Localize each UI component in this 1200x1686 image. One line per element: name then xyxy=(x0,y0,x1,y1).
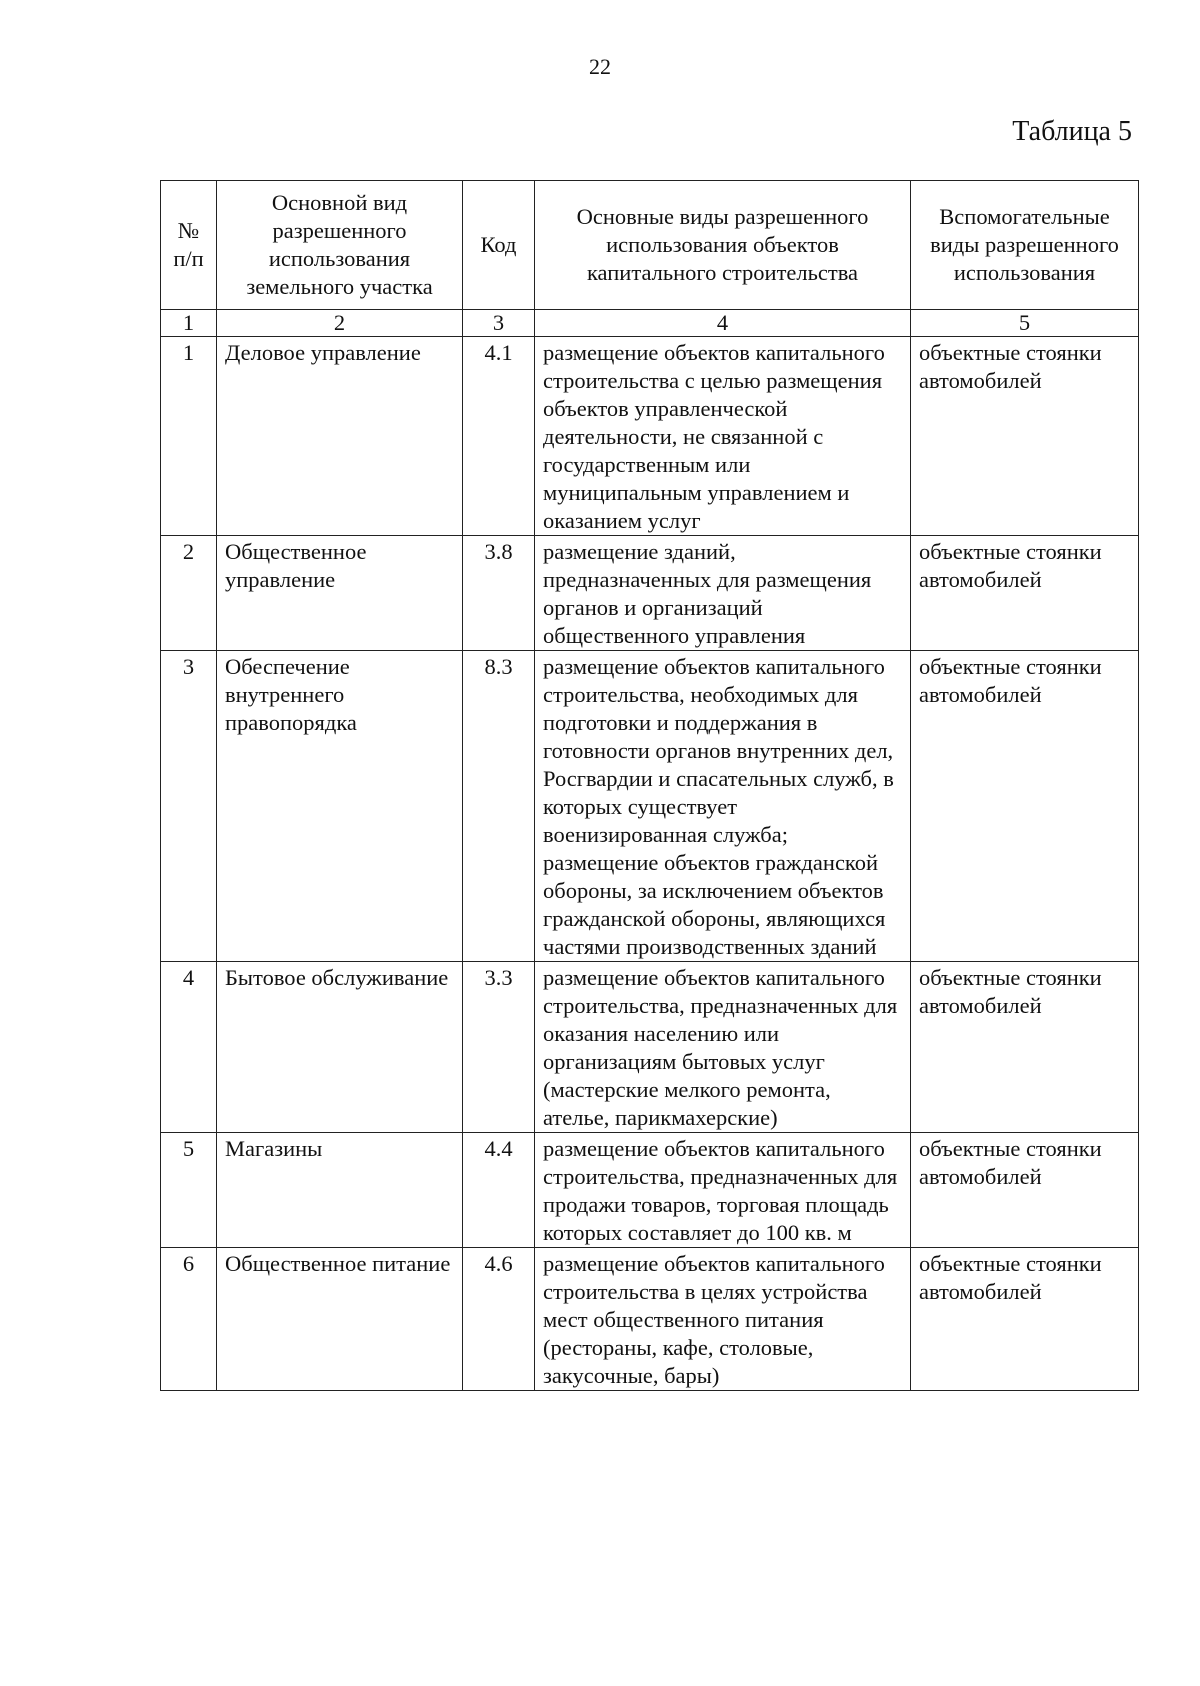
capital-use-cell: размещение объектов капитального строительства, предназначенных для продажи товаров, торговая площадь которых составляет до 100 кв. м xyxy=(535,1133,911,1248)
page-number: 22 xyxy=(589,54,611,79)
table-row xyxy=(161,536,1139,651)
code-cell: 4.1 xyxy=(463,337,535,536)
land-use-table xyxy=(160,180,1139,1391)
capital-use-cell: размещение объектов капитального строительства с целью размещения объектов управленческой деятельности, не связанной с государственным или муниципальным управлением и оказанием услуг xyxy=(535,337,911,536)
header-land-use: Основной вид разрешенного использования земельного участка xyxy=(217,181,463,310)
code-cell: 8.3 xyxy=(463,651,535,962)
code-cell: 3.3 xyxy=(463,962,535,1133)
land-use-cell: Общественное питание xyxy=(217,1248,463,1391)
land-use-cell: Магазины xyxy=(217,1133,463,1248)
auxiliary-cell: объектные стоянки автомобилей xyxy=(911,962,1139,1133)
column-number-row xyxy=(161,310,1139,337)
row-number: 5 xyxy=(161,1133,217,1248)
table-row xyxy=(161,1133,1139,1248)
row-number: 2 xyxy=(161,536,217,651)
table-caption: Таблица 5 xyxy=(1012,116,1132,147)
land-use-cell: Обеспечение внутреннего правопорядка xyxy=(217,651,463,962)
capital-use-cell: размещение объектов капитального строительства, необходимых для подготовки и поддержания в готовности органов внутренних дел, Росгвардии и спасательных служб, в которых существует военизированная служба; размещение объектов гражданской обороны, за исключением объектов гражданской обороны, являющихся частями производственных зданий xyxy=(535,651,911,962)
column-number: 4 xyxy=(535,310,911,337)
row-number: 1 xyxy=(161,337,217,536)
column-number: 2 xyxy=(217,310,463,337)
row-number: 3 xyxy=(161,651,217,962)
auxiliary-cell: объектные стоянки автомобилей xyxy=(911,337,1139,536)
column-number: 3 xyxy=(463,310,535,337)
row-number: 4 xyxy=(161,962,217,1133)
column-number: 1 xyxy=(161,310,217,337)
header-auxiliary: Вспомогательные виды разрешенного использования xyxy=(911,181,1139,310)
header-code: Код xyxy=(463,181,535,310)
capital-use-cell: размещение зданий, предназначенных для размещения органов и организаций общественного управления xyxy=(535,536,911,651)
code-cell: 3.8 xyxy=(463,536,535,651)
table-row xyxy=(161,337,1139,536)
auxiliary-cell: объектные стоянки автомобилей xyxy=(911,651,1139,962)
auxiliary-cell: объектные стоянки автомобилей xyxy=(911,536,1139,651)
table-row xyxy=(161,1248,1139,1391)
capital-use-cell: размещение объектов капитального строительства в целях устройства мест общественного питания (рестораны, кафе, столовые, закусочные, бары) xyxy=(535,1248,911,1391)
land-use-cell: Общественное управление xyxy=(217,536,463,651)
table-row xyxy=(161,962,1139,1133)
auxiliary-cell: объектные стоянки автомобилей xyxy=(911,1248,1139,1391)
column-number: 5 xyxy=(911,310,1139,337)
code-cell: 4.4 xyxy=(463,1133,535,1248)
land-use-cell: Деловое управление xyxy=(217,337,463,536)
code-cell: 4.6 xyxy=(463,1248,535,1391)
table-header-row xyxy=(161,181,1139,310)
land-use-cell: Бытовое обслуживание xyxy=(217,962,463,1133)
capital-use-cell: размещение объектов капитального строительства, предназначенных для оказания населению или организациям бытовых услуг (мастерские мелкого ремонта, ателье, парикмахерские) xyxy=(535,962,911,1133)
header-num: № п/п xyxy=(161,181,217,310)
row-number: 6 xyxy=(161,1248,217,1391)
header-capital-use: Основные виды разрешенного использования объектов капитального строительства xyxy=(535,181,911,310)
auxiliary-cell: объектные стоянки автомобилей xyxy=(911,1133,1139,1248)
table-row xyxy=(161,651,1139,962)
